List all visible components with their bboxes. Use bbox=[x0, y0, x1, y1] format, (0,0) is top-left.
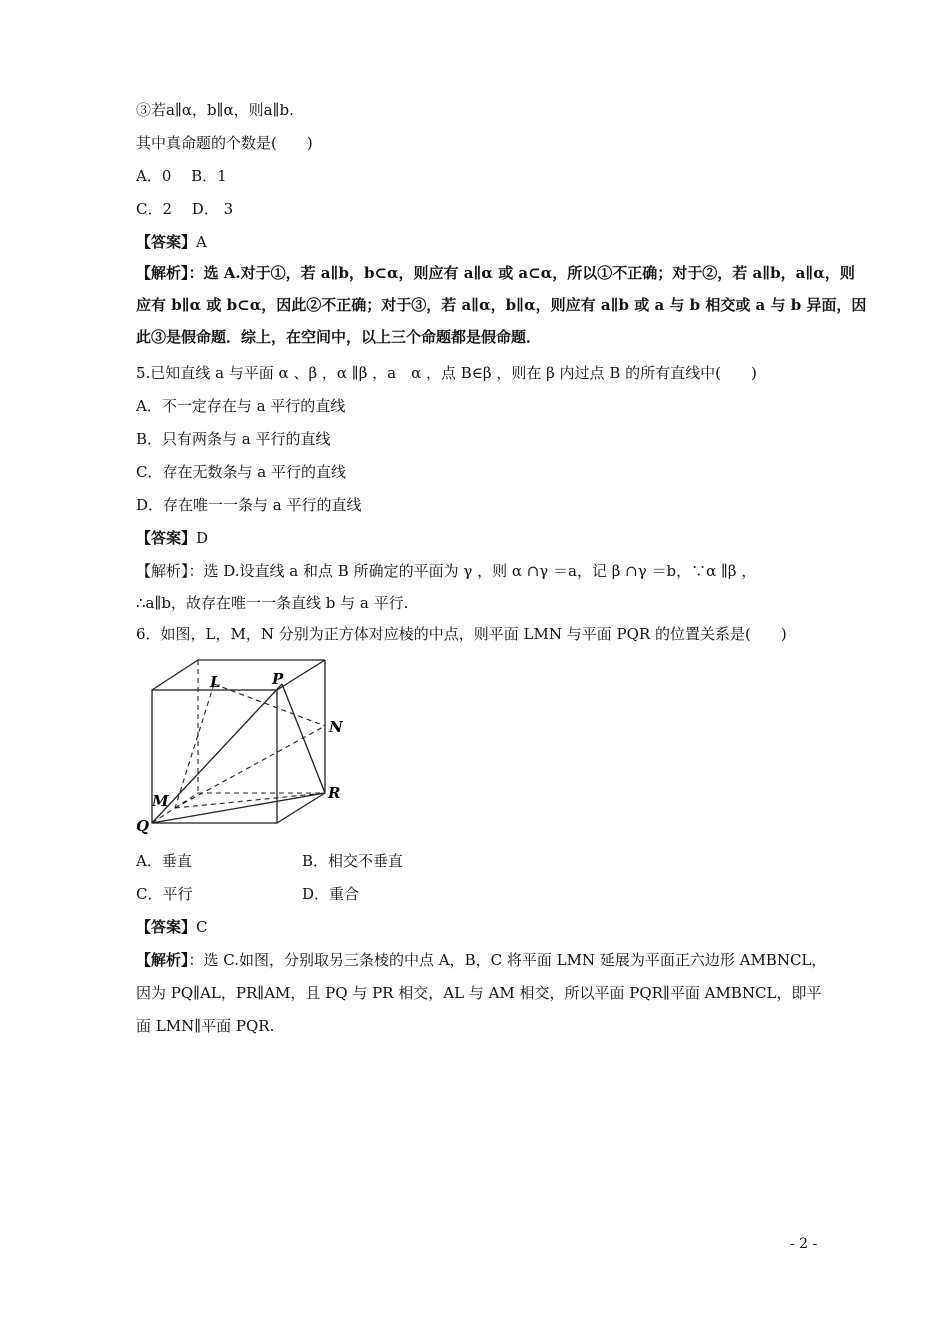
q6-options-row-1 bbox=[136, 850, 404, 872]
q5-explanation-2: ∴a∥b，故存在唯一一条直线 b 与 a 平行. bbox=[136, 594, 409, 612]
answer-line-q6 bbox=[136, 916, 208, 938]
explanation-line-1: 【解析】：选 A.对于①，若 a∥b，b⊂α，则应有 a∥α 或 a⊂α，所以①不正确；对于②，若 a∥b，a∥α，则 bbox=[136, 264, 855, 282]
q5-explanation-1: 【解析】：选 D.设直线 a 和点 B 所确定的平面为 γ ，则 α ∩γ ＝a，记 β ∩γ ＝b，∵α ∥β ， bbox=[136, 562, 757, 580]
explanation-text: ：选 C.如图，分别取另三条棱的中点 A，B，C 将平面 LMN 延展为平面正六边形 AMBNCL， bbox=[188, 951, 827, 969]
explanation-line-2: 应有 b∥α 或 b⊂α，因此②不正确；对于③，若 a∥α，b∥α，则应有 a∥b 或 a 与 b 相交或 a 与 b 异面，因 bbox=[136, 296, 867, 314]
q6-explanation-2: 因为 PQ∥AL，PR∥AM，且 PQ 与 PR 相交，AL 与 AM 相交，所以平面 PQR∥平面 AMBNCL，即平 bbox=[136, 984, 822, 1002]
label-P: P bbox=[272, 670, 284, 688]
q6-option-c: C．平行 bbox=[136, 885, 193, 903]
q5-option-d: D．存在唯一一条与 a 平行的直线 bbox=[136, 496, 362, 514]
q5-option-c: C．存在无数条与 a 平行的直线 bbox=[136, 463, 346, 481]
label-M: M bbox=[152, 792, 169, 810]
answer-tag: 【答案】 bbox=[136, 918, 197, 936]
q5-option-b: B．只有两条与 a 平行的直线 bbox=[136, 430, 331, 448]
label-Q: Q bbox=[136, 817, 150, 835]
question-6: 6．如图，L，M，N 分别为正方体对应棱的中点，则平面 LMN 与平面 PQR 的位置关系是( ) bbox=[136, 625, 787, 643]
answer-line-q4 bbox=[136, 231, 207, 253]
cube-figure bbox=[130, 654, 350, 839]
q6-option-a: A．垂直 bbox=[136, 852, 192, 870]
q5-option-a: A．不一定存在与 a 平行的直线 bbox=[136, 397, 346, 415]
answer-line-q5 bbox=[136, 527, 208, 549]
explanation-tag: 【解析】 bbox=[136, 951, 189, 969]
label-N: N bbox=[329, 718, 343, 736]
answer-value: A bbox=[196, 233, 207, 251]
q6-explanation-3: 面 LMN∥平面 PQR. bbox=[136, 1017, 275, 1035]
answer-value: C bbox=[196, 918, 208, 936]
answer-tag: 【答案】 bbox=[136, 529, 197, 547]
label-R: R bbox=[328, 784, 341, 802]
option-row-cd: C．2 D． 3 bbox=[136, 200, 234, 218]
q6-option-d: D．重合 bbox=[302, 885, 360, 903]
page-number: - 2 - bbox=[790, 1236, 818, 1252]
answer-tag: 【答案】 bbox=[136, 233, 197, 251]
label-L: L bbox=[210, 673, 221, 691]
option-row-ab: A．0 B．1 bbox=[136, 167, 227, 185]
q6-explanation-1 bbox=[136, 949, 826, 971]
answer-value: D bbox=[196, 529, 209, 547]
q6-option-b: B．相交不垂直 bbox=[302, 852, 404, 870]
q6-options-row-2 bbox=[136, 883, 360, 905]
question-prompt: 其中真命题的个数是( ) bbox=[136, 134, 313, 152]
explanation-line-3: 此③是假命题．综上，在空间中，以上三个命题都是假命题． bbox=[136, 328, 542, 346]
question-5: 5.已知直线 a 与平面 α 、β ，α ∥β ，a α ，点 B∈β ，则在 β 内过点 B 的所有直线中( ) bbox=[136, 364, 757, 382]
proposition-3: ③若a∥α，b∥α，则a∥b. bbox=[136, 101, 294, 119]
